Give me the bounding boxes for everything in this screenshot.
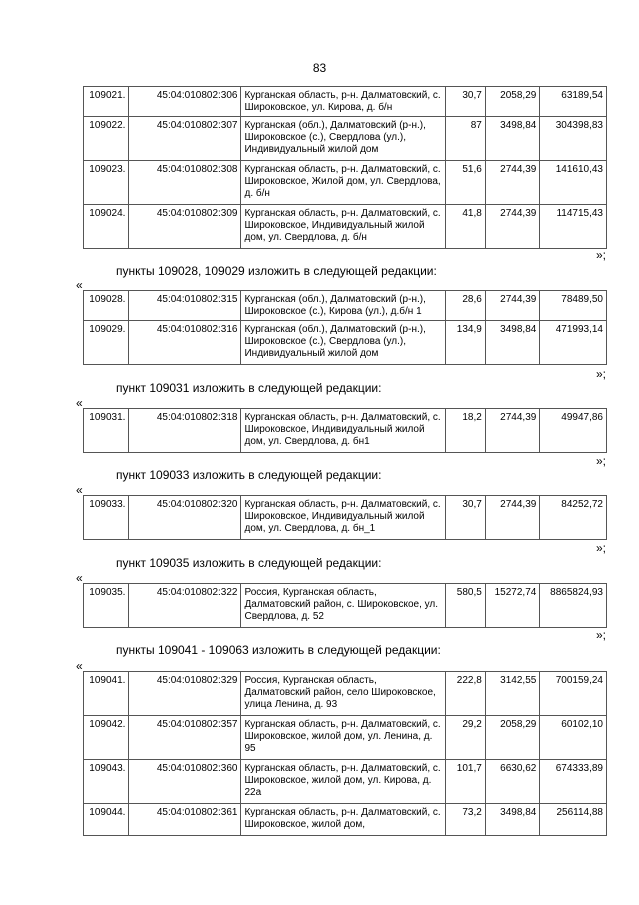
item-number: 109029. bbox=[84, 321, 129, 365]
cadastral-value: 304398,83 bbox=[540, 117, 607, 161]
area: 30,7 bbox=[446, 87, 485, 117]
cadastral-value: 114715,43 bbox=[540, 205, 607, 249]
cadastral-number: 45:04:010802:360 bbox=[129, 760, 241, 804]
unit-value: 3498,84 bbox=[485, 804, 540, 836]
address: Курганская область, р-н. Далматовский, с. Широковское, Индивидуальный жилой дом, ул. Свердлова, д. б/н bbox=[241, 205, 446, 249]
closing-quote: »; bbox=[595, 628, 606, 642]
table-row bbox=[84, 760, 607, 804]
table-row bbox=[84, 584, 607, 628]
amendment-instruction: пункт 109033 изложить в следующей редакции: bbox=[116, 468, 382, 482]
cadastral-value: 78489,50 bbox=[540, 291, 607, 321]
closing-quote: »; bbox=[595, 541, 606, 555]
table-row bbox=[84, 804, 607, 836]
item-number: 109022. bbox=[84, 117, 129, 161]
unit-value: 2058,29 bbox=[485, 716, 540, 760]
opening-quote: « bbox=[76, 396, 83, 410]
cadastral-value: 471993,14 bbox=[540, 321, 607, 365]
table-row bbox=[84, 409, 607, 453]
table-row bbox=[84, 87, 607, 117]
cadastral-value: 84252,72 bbox=[540, 496, 607, 540]
amendment-instruction: пункты 109041 - 109063 изложить в следующей редакции: bbox=[116, 643, 441, 657]
item-number: 109035. bbox=[84, 584, 129, 628]
cadastral-number: 45:04:010802:322 bbox=[129, 584, 241, 628]
area: 87 bbox=[446, 117, 485, 161]
cadastral-number: 45:04:010802:307 bbox=[129, 117, 241, 161]
unit-value: 15272,74 bbox=[485, 584, 540, 628]
unit-value: 2744,39 bbox=[485, 205, 540, 249]
opening-quote: « bbox=[76, 483, 83, 497]
closing-quote: »; bbox=[595, 454, 606, 468]
cadastral-number: 45:04:010802:320 bbox=[129, 496, 241, 540]
closing-quote: »; bbox=[595, 367, 606, 381]
cadastral-value: 49947,86 bbox=[540, 409, 607, 453]
amendment-instruction: пункты 109028, 109029 изложить в следующей редакции: bbox=[116, 264, 437, 278]
item-number: 109031. bbox=[84, 409, 129, 453]
address: Россия, Курганская область, Далматовский район, село Широковское, улица Ленина, д. 93 bbox=[241, 672, 446, 716]
item-number: 109024. bbox=[84, 205, 129, 249]
unit-value: 2744,39 bbox=[485, 161, 540, 205]
unit-value: 2744,39 bbox=[485, 409, 540, 453]
area: 101,7 bbox=[446, 760, 485, 804]
register-table bbox=[83, 86, 607, 249]
item-number: 109043. bbox=[84, 760, 129, 804]
amendment-instruction: пункт 109031 изложить в следующей редакции: bbox=[116, 381, 382, 395]
register-table bbox=[83, 671, 607, 836]
unit-value: 2744,39 bbox=[485, 496, 540, 540]
register-table bbox=[83, 583, 607, 628]
table-row bbox=[84, 496, 607, 540]
address: Россия, Курганская область, Далматовский район, с. Широковское, ул. Свердлова, д. 52 bbox=[241, 584, 446, 628]
unit-value: 3498,84 bbox=[485, 321, 540, 365]
table-row bbox=[84, 291, 607, 321]
page-number: 83 bbox=[312, 61, 327, 75]
address: Курганская (обл.), Далматовский (р-н.), Широковское (с.), Кирова (ул.), д.б/н 1 bbox=[241, 291, 446, 321]
unit-value: 3142,55 bbox=[485, 672, 540, 716]
area: 29,2 bbox=[446, 716, 485, 760]
cadastral-value: 674333,89 bbox=[540, 760, 607, 804]
opening-quote: « bbox=[76, 278, 83, 292]
address: Курганская область, р-н. Далматовский, с. Широковское, жилой дом, ул. Кирова, д. 22а bbox=[241, 760, 446, 804]
register-table-block bbox=[83, 408, 607, 453]
item-number: 109028. bbox=[84, 291, 129, 321]
cadastral-value: 256114,88 bbox=[540, 804, 607, 836]
table-row bbox=[84, 321, 607, 365]
address: Курганская область, р-н. Далматовский, с. Широковское, жилой дом, ул. Ленина, д. 95 bbox=[241, 716, 446, 760]
item-number: 109041. bbox=[84, 672, 129, 716]
amendment-instruction: пункт 109035 изложить в следующей редакции: bbox=[116, 556, 382, 570]
cadastral-number: 45:04:010802:306 bbox=[129, 87, 241, 117]
area: 30,7 bbox=[446, 496, 485, 540]
address: Курганская область, р-н. Далматовский, с. Широковское, жилой дом, bbox=[241, 804, 446, 836]
cadastral-value: 141610,43 bbox=[540, 161, 607, 205]
register-table bbox=[83, 290, 607, 365]
cadastral-number: 45:04:010802:309 bbox=[129, 205, 241, 249]
area: 28,6 bbox=[446, 291, 485, 321]
cadastral-value: 63189,54 bbox=[540, 87, 607, 117]
cadastral-number: 45:04:010802:315 bbox=[129, 291, 241, 321]
item-number: 109042. bbox=[84, 716, 129, 760]
cadastral-value: 60102,10 bbox=[540, 716, 607, 760]
unit-value: 2058,29 bbox=[485, 87, 540, 117]
address: Курганская (обл.), Далматовский (р-н.), Широковское (с.), Свердлова (ул.), Индивидуальный жилой дом bbox=[241, 321, 446, 365]
address: Курганская область, р-н. Далматовский, с. Широковское, Индивидуальный жилой дом, ул. Свердлова, д. бн_1 bbox=[241, 496, 446, 540]
register-table bbox=[83, 408, 607, 453]
table-row bbox=[84, 161, 607, 205]
register-table bbox=[83, 495, 607, 540]
register-table-block bbox=[83, 583, 607, 628]
register-table-block bbox=[83, 290, 607, 365]
table-row bbox=[84, 117, 607, 161]
area: 134,9 bbox=[446, 321, 485, 365]
cadastral-number: 45:04:010802:316 bbox=[129, 321, 241, 365]
address: Курганская область, р-н. Далматовский, с. Широковское, Жилой дом, ул. Свердлова, д. б/н bbox=[241, 161, 446, 205]
table-row bbox=[84, 205, 607, 249]
unit-value: 3498,84 bbox=[485, 117, 540, 161]
opening-quote: « bbox=[76, 659, 83, 673]
address: Курганская область, р-н. Далматовский, с. Широковское, Индивидуальный жилой дом, ул. Свердлова, д. бн1 bbox=[241, 409, 446, 453]
register-table-block bbox=[83, 86, 607, 249]
address: Курганская (обл.), Далматовский (р-н.), Широковское (с.), Свердлова (ул.), Индивидуальный жилой дом bbox=[241, 117, 446, 161]
item-number: 109033. bbox=[84, 496, 129, 540]
table-row bbox=[84, 716, 607, 760]
area: 18,2 bbox=[446, 409, 485, 453]
table-row bbox=[84, 672, 607, 716]
opening-quote: « bbox=[76, 571, 83, 585]
register-table-block bbox=[83, 495, 607, 540]
item-number: 109023. bbox=[84, 161, 129, 205]
item-number: 109021. bbox=[84, 87, 129, 117]
unit-value: 2744,39 bbox=[485, 291, 540, 321]
cadastral-number: 45:04:010802:357 bbox=[129, 716, 241, 760]
cadastral-number: 45:04:010802:361 bbox=[129, 804, 241, 836]
area: 580,5 bbox=[446, 584, 485, 628]
area: 222,8 bbox=[446, 672, 485, 716]
address: Курганская область, р-н. Далматовский, с. Широковское, ул. Кирова, д. б/н bbox=[241, 87, 446, 117]
cadastral-number: 45:04:010802:318 bbox=[129, 409, 241, 453]
unit-value: 6630,62 bbox=[485, 760, 540, 804]
closing-quote: »; bbox=[595, 248, 606, 262]
cadastral-number: 45:04:010802:308 bbox=[129, 161, 241, 205]
area: 73,2 bbox=[446, 804, 485, 836]
register-table-block bbox=[83, 671, 607, 836]
item-number: 109044. bbox=[84, 804, 129, 836]
cadastral-value: 700159,24 bbox=[540, 672, 607, 716]
cadastral-number: 45:04:010802:329 bbox=[129, 672, 241, 716]
cadastral-value: 8865824,93 bbox=[540, 584, 607, 628]
area: 51,6 bbox=[446, 161, 485, 205]
area: 41,8 bbox=[446, 205, 485, 249]
